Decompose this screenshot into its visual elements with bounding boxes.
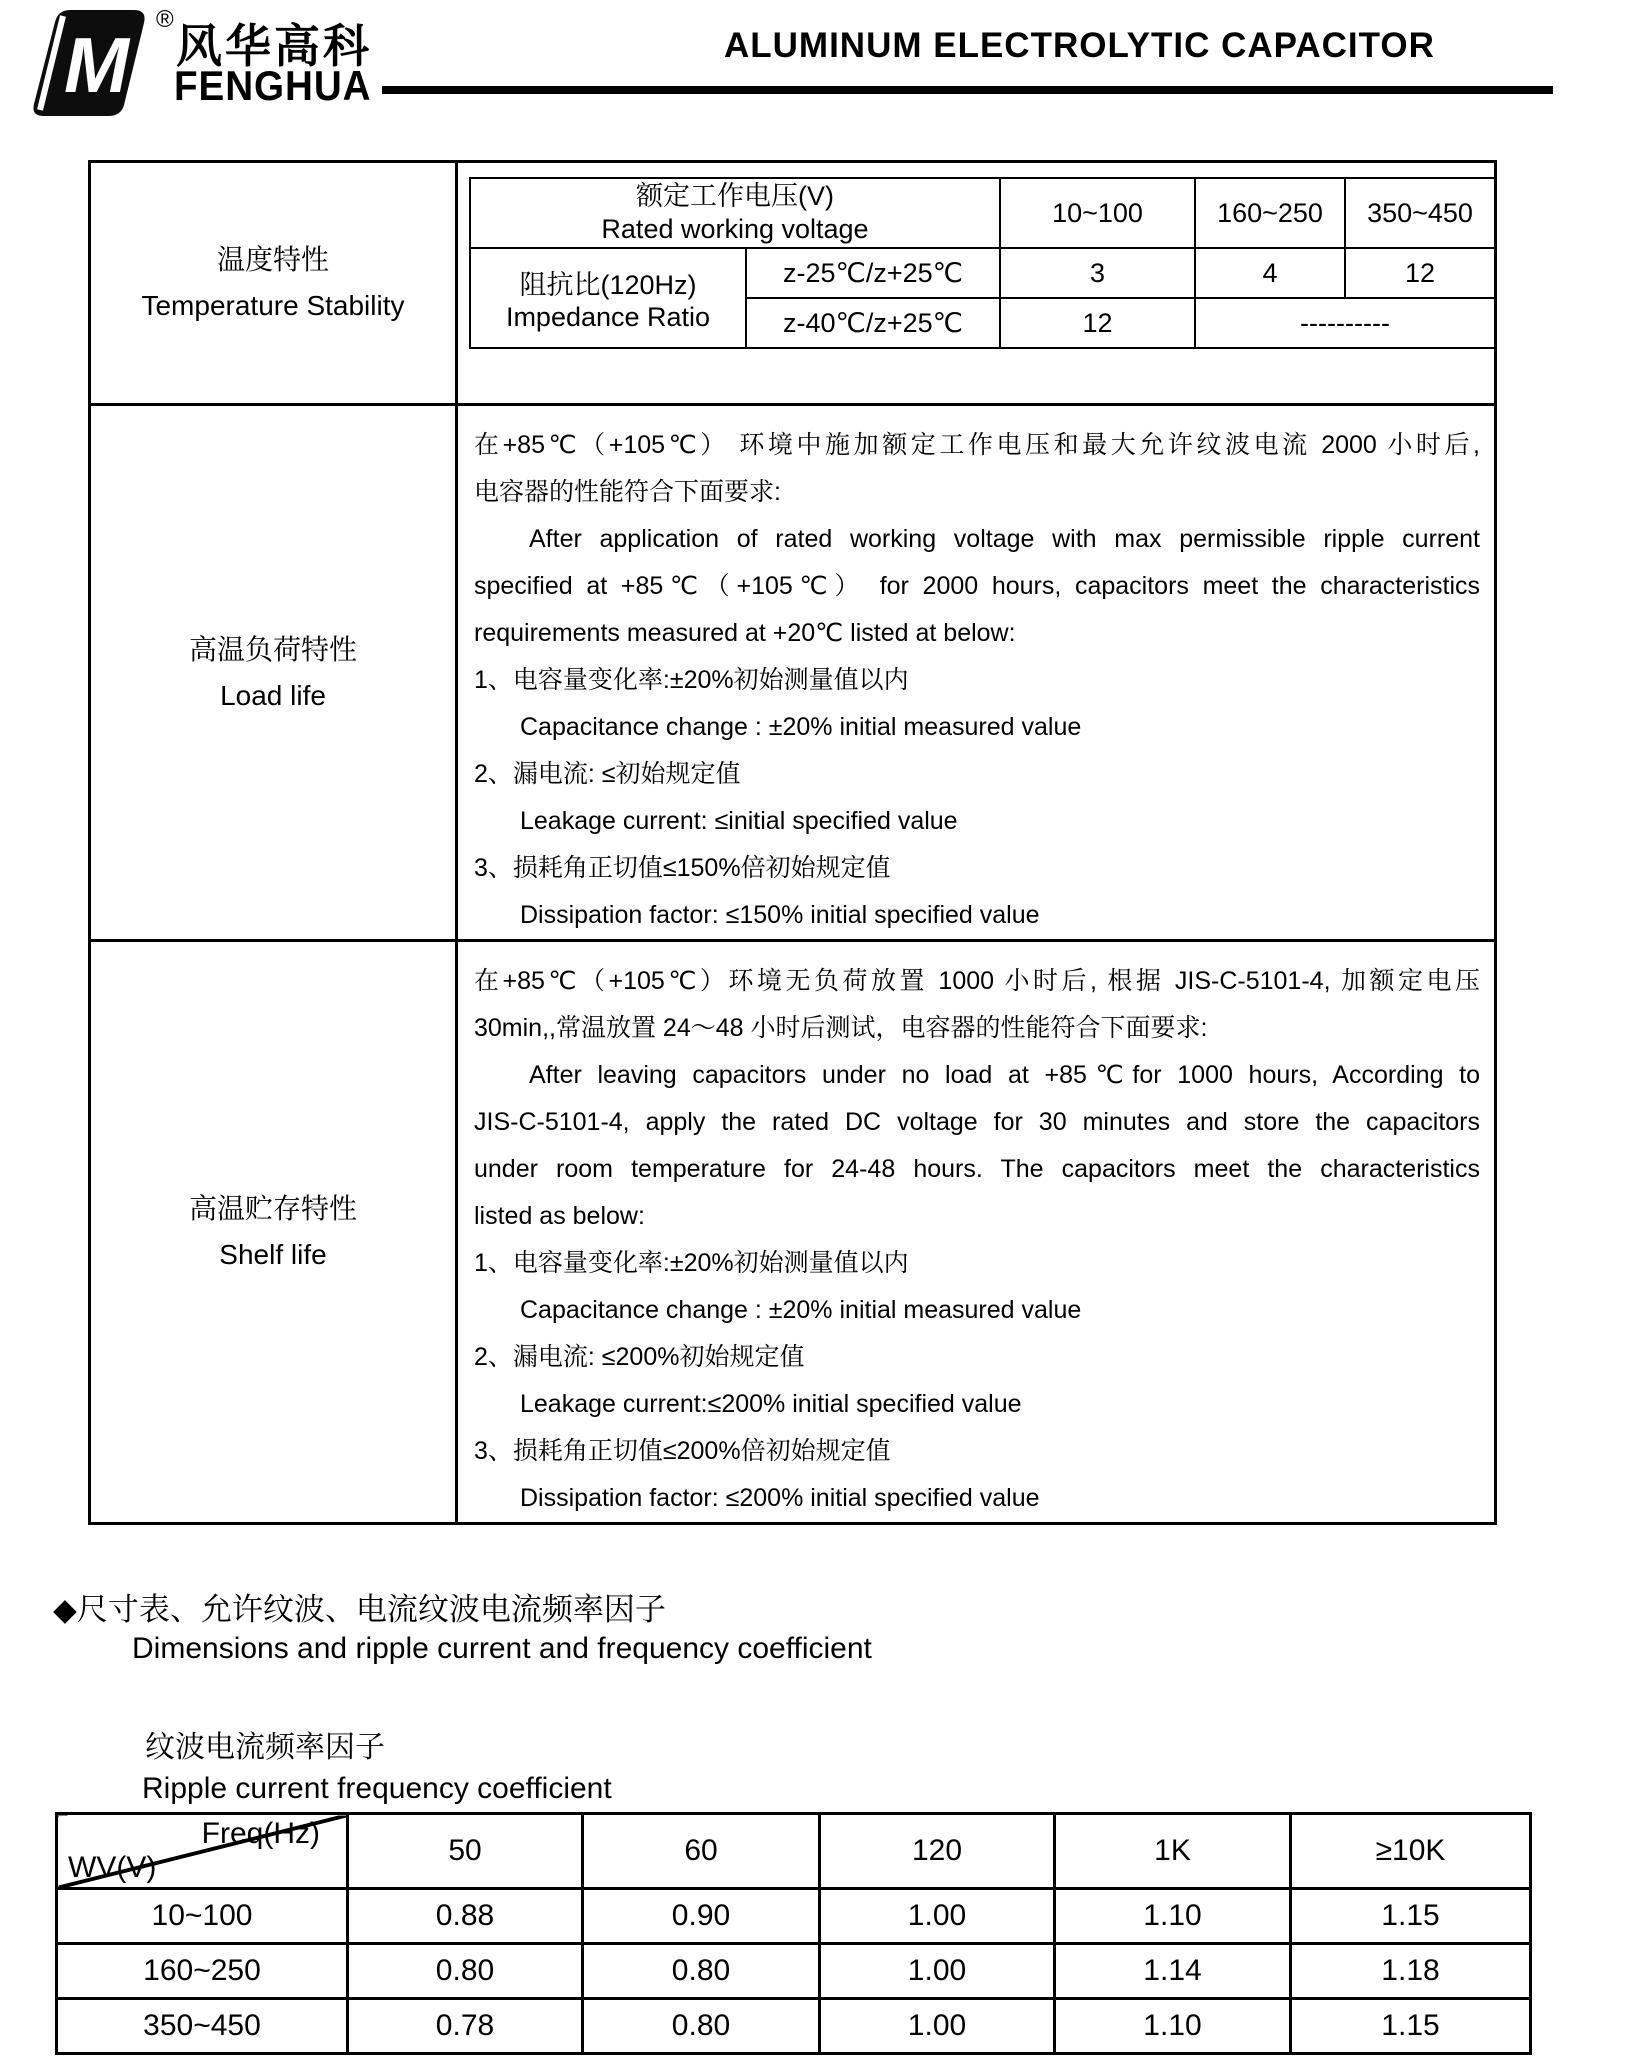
wv-cell: 10~100 <box>57 1889 348 1944</box>
temperature-content-cell <box>457 162 1496 405</box>
text-line: listed as below: <box>474 1202 645 1230</box>
text-line: Capacitance change : ±20% initial measured value <box>520 1296 1082 1324</box>
coef-cell: 1.15 <box>1291 1889 1531 1944</box>
row-label-cn: 高温负荷特性 <box>188 633 357 665</box>
coef-cell: 0.90 <box>583 1889 820 1944</box>
value-cell: 12 <box>1000 298 1195 348</box>
coef-cell: 1.14 <box>1055 1944 1291 1999</box>
freq-header-cell: 50 <box>348 1814 583 1889</box>
table-row <box>57 1999 1531 2054</box>
text-line: 30min,,常温放置 24～48 小时后测试，电容器的性能符合下面要求: <box>474 1014 1208 1042</box>
row-label-cn: 温度特性 <box>216 244 329 275</box>
text-line: JIS-C-5101-4, apply the rated DC voltage for 30 minutes and store the capacitors <box>474 1108 1480 1136</box>
text-line: 2、漏电流: ≤初始规定值 <box>474 760 741 788</box>
section-heading-cn <box>53 1584 666 1629</box>
value-cell: 12 <box>1345 248 1495 298</box>
text-line: After leaving capacitors under no load at +85℃for 1000 hours, According to <box>529 1061 1480 1089</box>
diagonal-corner-cell <box>57 1814 348 1889</box>
row-label-shelf-life <box>90 941 457 1524</box>
impedance-ratio-label <box>470 248 746 348</box>
rated-voltage-header <box>470 178 1000 248</box>
text-line: 在+85℃（+105℃）环境无负荷放置 1000 小时后, 根据 JIS-C-5101-4, 加额定电压 <box>474 967 1480 995</box>
text-line: Dissipation factor: ≤200% initial specified value <box>520 1484 1040 1512</box>
table-header-row <box>57 1814 1531 1889</box>
section-heading-en: Dimensions and ripple current and frequency coefficient <box>132 1632 872 1665</box>
voltage-range-cell: 350~450 <box>1345 178 1495 248</box>
text-line: Capacitance change : ±20% initial measured value <box>520 713 1082 741</box>
row-label-en: Temperature Stability <box>141 290 405 321</box>
impedance-ratio-table <box>469 177 1496 349</box>
table-row <box>57 1944 1531 1999</box>
text-line: Leakage current:≤200% initial specified value <box>520 1390 1022 1418</box>
table-row <box>470 178 1495 248</box>
coef-cell: 0.80 <box>348 1944 583 1999</box>
wv-cell: 350~450 <box>57 1999 348 2054</box>
ripple-subheading-cn: 纹波电流频率因子 <box>145 1731 385 1764</box>
value-cell: 4 <box>1195 248 1345 298</box>
brand-name-chinese: 风华高科 <box>176 20 372 72</box>
characteristics-table <box>88 160 1497 1525</box>
text-line: Leakage current: ≤initial specified value <box>520 807 958 835</box>
value-cell: 3 <box>1000 248 1195 298</box>
coef-cell: 0.80 <box>583 1999 820 2054</box>
table-row <box>90 405 1496 941</box>
table-row <box>90 162 1496 405</box>
text-line: specified at +85℃（+105℃） for 2000 hours, capacitors meet the characteristics <box>474 572 1480 600</box>
text-line: 在+85℃（+105℃） 环境中施加额定工作电压和最大允许纹波电流 2000 小时后, <box>474 431 1480 459</box>
freq-header-cell: 60 <box>583 1814 820 1889</box>
text-line: under room temperature for 24-48 hours. The capacitors meet the characteristics <box>474 1155 1480 1183</box>
coef-cell: 1.00 <box>820 1999 1055 2054</box>
coef-cell: 1.10 <box>1055 1889 1291 1944</box>
ripple-subheading-en: Ripple current frequency coefficient <box>142 1772 612 1805</box>
coef-cell: 1.00 <box>820 1889 1055 1944</box>
coef-cell: 0.80 <box>583 1944 820 1999</box>
text-line: 1、电容量变化率:±20%初始测量值以内 <box>474 1249 909 1277</box>
frequency-coefficient-table <box>55 1812 1532 2055</box>
row-label-temperature <box>90 162 457 405</box>
coef-cell: 0.88 <box>348 1889 583 1944</box>
corner-label-freq: Freq(Hz) <box>201 1817 320 1850</box>
text-line: requirements measured at +20℃ listed at below: <box>474 619 1016 647</box>
rated-voltage-en: Rated working voltage <box>601 214 869 244</box>
text-line: 电容器的性能符合下面要求: <box>474 478 781 506</box>
text-line: 3、损耗角正切值≤200%倍初始规定值 <box>474 1437 891 1465</box>
svg-text:M: M <box>64 21 129 109</box>
freq-header-cell: 1K <box>1055 1814 1291 1889</box>
condition-cell: z-25℃/z+25℃ <box>746 248 1000 298</box>
diamond-bullet-icon: ◆ <box>53 1592 77 1627</box>
brand-name-english: FENGHUA <box>174 62 372 109</box>
table-row <box>57 1889 1531 1944</box>
text-line: After application of rated working voltage with max permissible ripple current <box>529 525 1480 553</box>
page-title: ALUMINUM ELECTROLYTIC CAPACITOR <box>724 26 1435 65</box>
table-row <box>470 248 1495 298</box>
text-line: Dissipation factor: ≤150% initial specified value <box>520 901 1040 929</box>
row-label-en: Load life <box>220 679 326 711</box>
row-label-cn: 高温贮存特性 <box>188 1193 357 1224</box>
freq-header-cell: ≥10K <box>1291 1814 1531 1889</box>
registered-trademark-icon: ® <box>156 6 174 33</box>
header-rule <box>382 86 1553 94</box>
wv-cell: 160~250 <box>57 1944 348 1999</box>
text-line: 2、漏电流: ≤200%初始规定值 <box>474 1343 805 1371</box>
table-row <box>90 941 1496 1524</box>
value-cell-dashes: ---------- <box>1195 298 1495 348</box>
text-line: 3、损耗角正切值≤150%倍初始规定值 <box>474 854 891 882</box>
text-line: 1、电容量变化率:±20%初始测量值以内 <box>474 666 909 694</box>
coef-cell: 1.18 <box>1291 1944 1531 1999</box>
condition-cell: z-40℃/z+25℃ <box>746 298 1000 348</box>
coef-cell: 1.10 <box>1055 1999 1291 2054</box>
voltage-range-cell: 160~250 <box>1195 178 1345 248</box>
coef-cell: 0.78 <box>348 1999 583 2054</box>
row-label-en: Shelf life <box>219 1239 327 1270</box>
impedance-label-cn: 阻抗比(120Hz) <box>519 270 697 300</box>
rated-voltage-cn: 额定工作电压(V) <box>636 181 834 211</box>
freq-header-cell: 120 <box>820 1814 1055 1889</box>
shelf-life-text <box>457 941 1496 1524</box>
fenghua-logo-icon <box>30 6 152 120</box>
load-life-text <box>457 405 1496 941</box>
coef-cell: 1.00 <box>820 1944 1055 1999</box>
row-label-load-life <box>90 405 457 941</box>
voltage-range-cell: 10~100 <box>1000 178 1195 248</box>
corner-label-wv: WV(V) <box>68 1851 157 1884</box>
section-heading-cn-text: 尺寸表、允许纹波、电流纹波电流频率因子 <box>76 1592 666 1627</box>
coef-cell: 1.15 <box>1291 1999 1531 2054</box>
impedance-label-en: Impedance Ratio <box>505 302 711 332</box>
